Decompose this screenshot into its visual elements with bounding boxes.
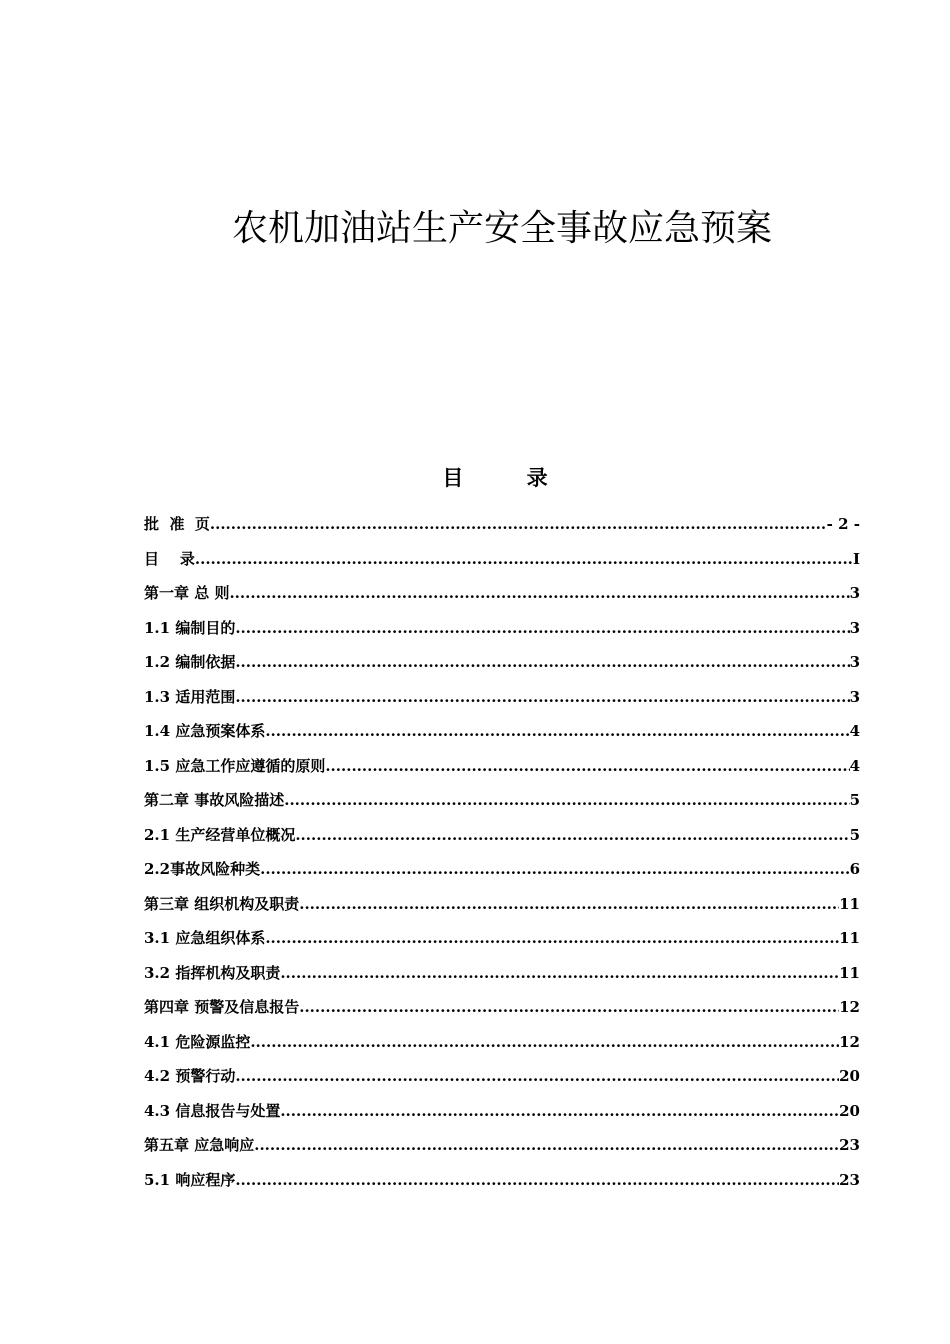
toc-page-number: - 2 - xyxy=(826,515,860,533)
toc-page-number: 12 xyxy=(839,998,860,1016)
toc-leader xyxy=(235,1067,839,1085)
toc-entry-label: 1.4 应急预案体系 xyxy=(144,722,266,740)
toc-leader xyxy=(260,860,849,878)
toc-entry-label: 2.1 生产经营单位概况 xyxy=(144,825,296,844)
toc-leader xyxy=(250,1033,839,1051)
toc-entry-approval-page[interactable] xyxy=(144,513,860,548)
toc-entry-contents[interactable] xyxy=(144,548,860,583)
toc-page-number: 20 xyxy=(839,1067,860,1085)
document-title: 农机加油站生产安全事故应急预案 xyxy=(231,208,772,249)
toc-leader xyxy=(235,1171,839,1189)
toc-leader xyxy=(280,964,839,982)
toc-page-number: 5 xyxy=(849,791,860,809)
toc-leader xyxy=(325,757,849,775)
toc-entry-3-1[interactable] xyxy=(144,927,860,962)
toc-page-number: 11 xyxy=(839,894,860,913)
toc-entry-label: 4.2 预警行动 xyxy=(144,1067,236,1085)
toc-entry-2-1[interactable] xyxy=(144,824,860,859)
toc-leader xyxy=(284,791,849,809)
toc-page-number: 23 xyxy=(839,1170,860,1189)
toc-leader xyxy=(235,688,849,706)
toc-leader xyxy=(229,584,849,602)
toc-page-number: 4 xyxy=(849,756,860,775)
toc-leader xyxy=(280,1102,839,1120)
toc-entry-2-2[interactable] xyxy=(144,858,860,893)
toc-page-number: 11 xyxy=(839,929,860,947)
toc-page-number: 3 xyxy=(849,653,860,671)
toc-entry-label: 第一章 总 则 xyxy=(144,584,230,602)
toc-entry-1-1[interactable] xyxy=(144,617,860,652)
toc-page-number: 3 xyxy=(849,618,860,637)
toc-entry-3-2[interactable] xyxy=(144,962,860,997)
toc-entry-4-2[interactable] xyxy=(144,1065,860,1100)
toc-entry-label: 2.2事故风险种类 xyxy=(144,860,261,878)
toc-leader xyxy=(265,722,849,740)
toc-page-number: 6 xyxy=(849,860,860,878)
toc-heading: 目 录 xyxy=(442,465,576,490)
toc-entry-label: 4.3 信息报告与处置 xyxy=(144,1101,281,1120)
toc-leader xyxy=(254,1136,839,1154)
toc-entry-label: 第二章 事故风险描述 xyxy=(144,791,285,809)
toc-page-number: 3 xyxy=(849,584,860,602)
toc-entry-label: 4.1 危险源监控 xyxy=(144,1032,251,1051)
toc-page-number: 23 xyxy=(839,1136,860,1154)
toc-entry-label: 1.2 编制依据 xyxy=(144,653,236,671)
toc-entry-chapter-1[interactable] xyxy=(144,582,860,617)
toc-entry-label: 5.1 响应程序 xyxy=(144,1170,236,1189)
toc-entry-1-5[interactable] xyxy=(144,755,860,790)
toc-entry-4-1[interactable] xyxy=(144,1031,860,1066)
toc-entry-1-2[interactable] xyxy=(144,651,860,686)
toc-leader xyxy=(235,653,849,671)
toc-page-number: 11 xyxy=(839,963,860,982)
toc-page-number: 3 xyxy=(849,687,860,706)
toc-leader xyxy=(265,929,839,947)
toc-entry-label: 3.2 指挥机构及职责 xyxy=(144,963,281,982)
toc-entry-4-3[interactable] xyxy=(144,1100,860,1135)
toc-entry-chapter-2[interactable] xyxy=(144,789,860,824)
toc-page-number: 20 xyxy=(839,1101,860,1120)
toc-entry-1-3[interactable] xyxy=(144,686,860,721)
toc-leader xyxy=(235,619,849,637)
toc-entry-label: 1.1 编制目的 xyxy=(144,618,236,637)
toc-entry-label: 批 准 页 xyxy=(144,515,210,533)
toc-page-number: 5 xyxy=(849,825,860,844)
toc-leader xyxy=(299,895,839,913)
table-of-contents xyxy=(144,513,860,1203)
toc-entry-chapter-4[interactable] xyxy=(144,996,860,1031)
toc-leader xyxy=(295,826,849,844)
toc-leader xyxy=(210,515,827,533)
toc-entry-label: 3.1 应急组织体系 xyxy=(144,929,266,947)
toc-entry-chapter-3[interactable] xyxy=(144,893,860,928)
toc-entry-label: 1.5 应急工作应遵循的原则 xyxy=(144,756,326,775)
toc-entry-label: 第三章 组织机构及职责 xyxy=(144,894,300,913)
toc-entry-label: 1.3 适用范围 xyxy=(144,687,236,706)
toc-page-number: I xyxy=(852,549,860,568)
toc-entry-5-1[interactable] xyxy=(144,1169,860,1204)
toc-entry-label: 第五章 应急响应 xyxy=(144,1136,255,1154)
toc-page-number: 4 xyxy=(849,722,860,740)
toc-leader xyxy=(195,550,853,568)
toc-entry-label: 第四章 预警及信息报告 xyxy=(144,998,300,1016)
toc-leader xyxy=(299,998,839,1016)
toc-entry-1-4[interactable] xyxy=(144,720,860,755)
toc-page-number: 12 xyxy=(839,1032,860,1051)
toc-entry-label: 目 录 xyxy=(144,549,195,568)
toc-entry-chapter-5[interactable] xyxy=(144,1134,860,1169)
